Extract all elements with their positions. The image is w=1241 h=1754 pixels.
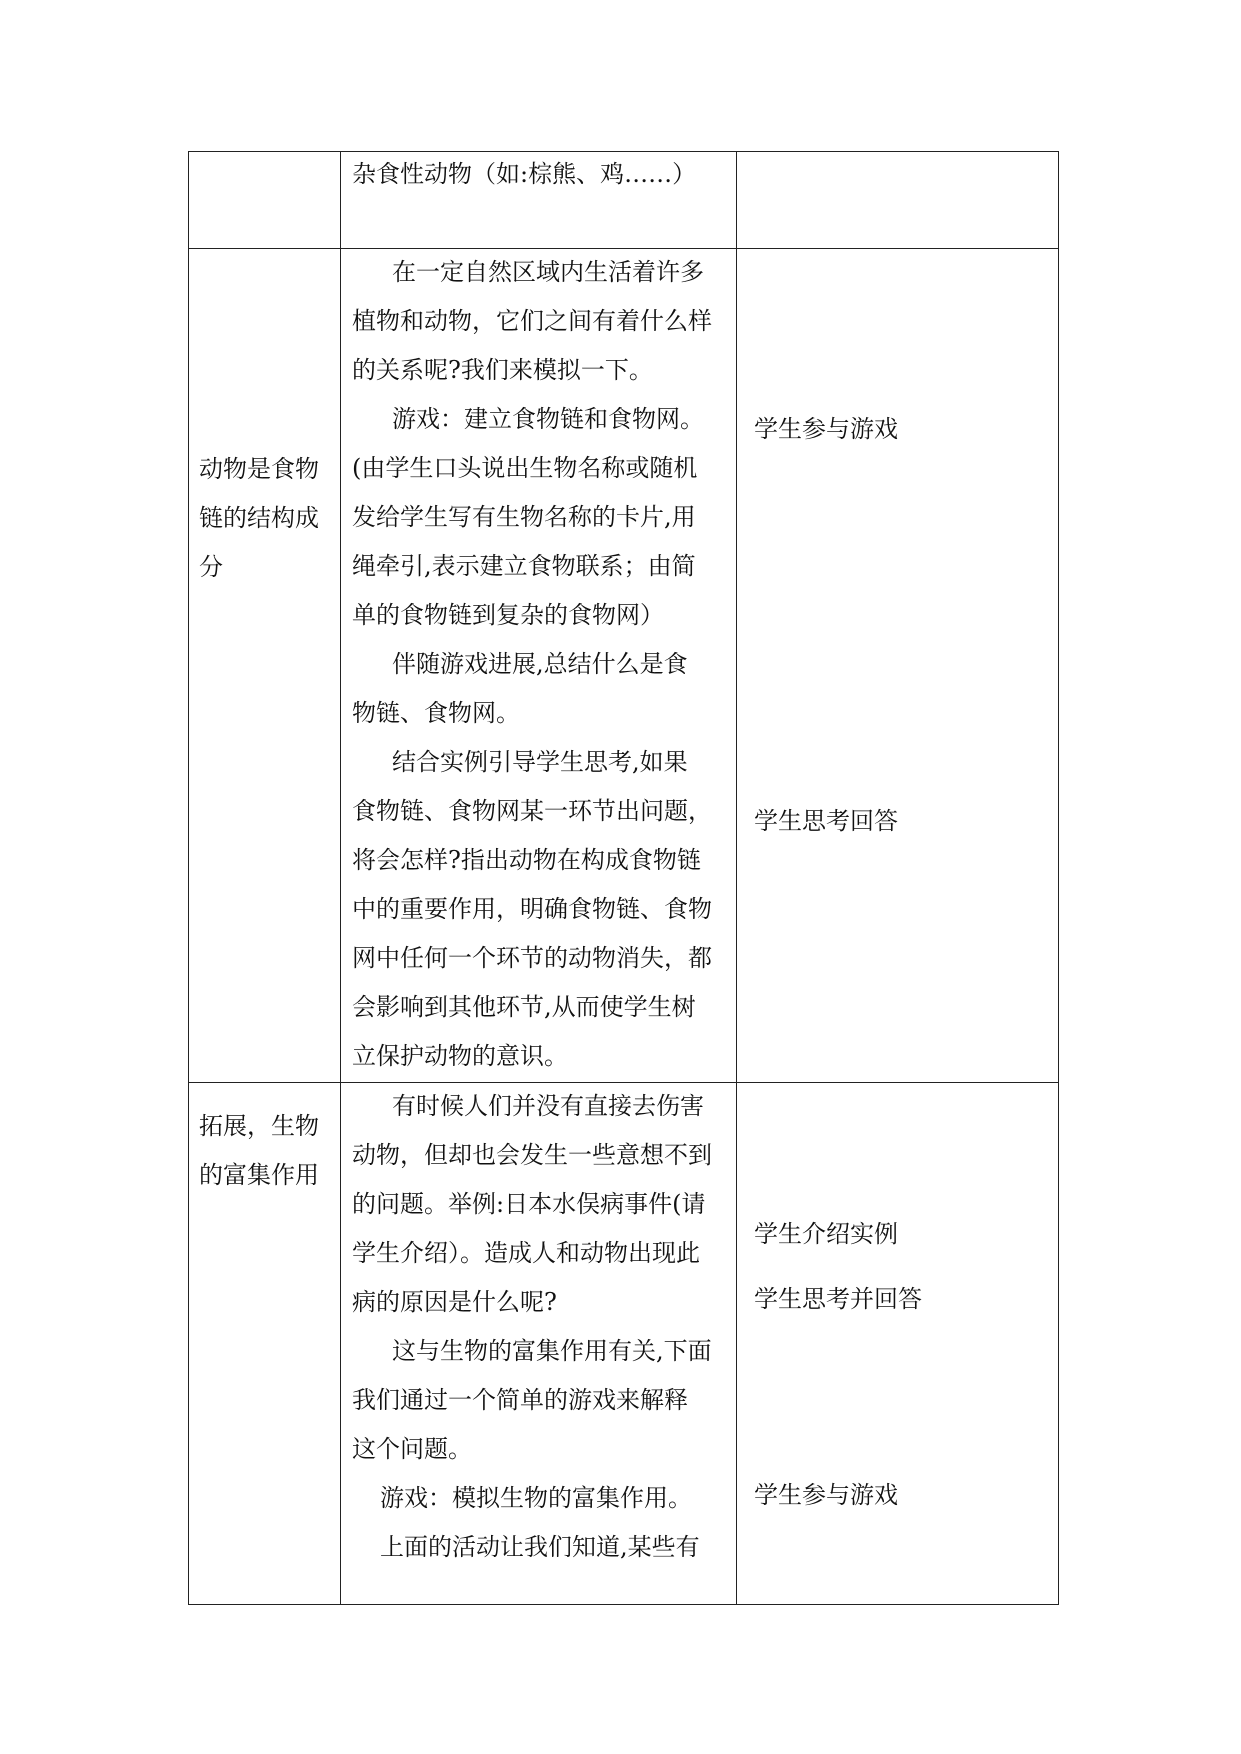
lesson-plan-table bbox=[188, 151, 1059, 1605]
activity-line: 动物，但却也会发生一些意想不到 bbox=[352, 1141, 712, 1169]
activity-line: 将会怎样?指出动物在构成食物链 bbox=[352, 846, 701, 874]
activity-line: 游戏：建立食物链和食物网。 bbox=[392, 405, 704, 433]
activity-line: 植物和动物，它们之间有着什么样 bbox=[352, 307, 712, 335]
topic-line: 的富集作用 bbox=[199, 1161, 319, 1189]
activity-line: 物链、食物网。 bbox=[352, 699, 520, 727]
activity-line: 中的重要作用，明确食物链、食物 bbox=[352, 895, 712, 923]
activity-line: 病的原因是什么呢? bbox=[352, 1288, 557, 1316]
activity-line: 伴随游戏进展,总结什么是食 bbox=[392, 650, 688, 678]
student-activity-note: 学生参与游戏 bbox=[754, 1481, 898, 1509]
activity-line: (由学生口头说出生物名称或随机 bbox=[352, 454, 698, 482]
column-divider bbox=[736, 152, 737, 1604]
activity-line: 会影响到其他环节,从而使学生树 bbox=[352, 993, 696, 1021]
activity-line: 这与生物的富集作用有关,下面 bbox=[392, 1337, 712, 1365]
activity-line: 发给学生写有生物名称的卡片,用 bbox=[352, 503, 696, 531]
topic-line: 动物是食物 bbox=[199, 455, 319, 483]
activity-line: 在一定自然区域内生活着许多 bbox=[392, 258, 704, 286]
row2-topic-cell bbox=[199, 445, 319, 592]
activity-line: 这个问题。 bbox=[352, 1435, 472, 1463]
row3-topic-cell bbox=[199, 1102, 319, 1200]
student-activity-note: 学生介绍实例 bbox=[754, 1220, 898, 1248]
activity-line: 结合实例引导学生思考,如果 bbox=[392, 748, 688, 776]
activity-line: 游戏：模拟生物的富集作用。 bbox=[380, 1484, 692, 1512]
activity-line: 上面的活动让我们知道,某些有 bbox=[380, 1533, 700, 1561]
activity-line: 的问题。举例:日本水俣病事件(请 bbox=[352, 1190, 706, 1218]
activity-line: 有时候人们并没有直接去伤害 bbox=[392, 1092, 704, 1120]
activity-line: 网中任何一个环节的动物消失，都 bbox=[352, 944, 712, 972]
activity-line: 学生介绍）。造成人和动物出现此 bbox=[352, 1239, 700, 1267]
topic-line: 拓展，生物 bbox=[199, 1112, 319, 1140]
row2-activity-cell bbox=[352, 248, 712, 1081]
student-activity-note: 学生思考并回答 bbox=[754, 1285, 922, 1313]
topic-line: 链的结构成 bbox=[199, 504, 319, 532]
topic-line: 分 bbox=[199, 553, 223, 581]
activity-line: 的关系呢?我们来模拟一下。 bbox=[352, 356, 653, 384]
row1-activity-cell bbox=[352, 150, 696, 199]
student-activity-note: 学生参与游戏 bbox=[754, 415, 898, 443]
activity-line: 立保护动物的意识。 bbox=[352, 1042, 568, 1070]
activity-line: 我们通过一个简单的游戏来解释 bbox=[352, 1386, 688, 1414]
activity-line: 杂食性动物（如:棕熊、鸡……） bbox=[352, 160, 697, 188]
column-divider bbox=[340, 152, 341, 1604]
student-activity-note: 学生思考回答 bbox=[754, 807, 898, 835]
activity-line: 绳牵引,表示建立食物联系；由简 bbox=[352, 552, 696, 580]
row3-activity-cell bbox=[352, 1082, 712, 1572]
activity-line: 单的食物链到复杂的食物网） bbox=[352, 601, 664, 629]
activity-line: 食物链、食物网某一环节出问题， bbox=[352, 797, 712, 825]
